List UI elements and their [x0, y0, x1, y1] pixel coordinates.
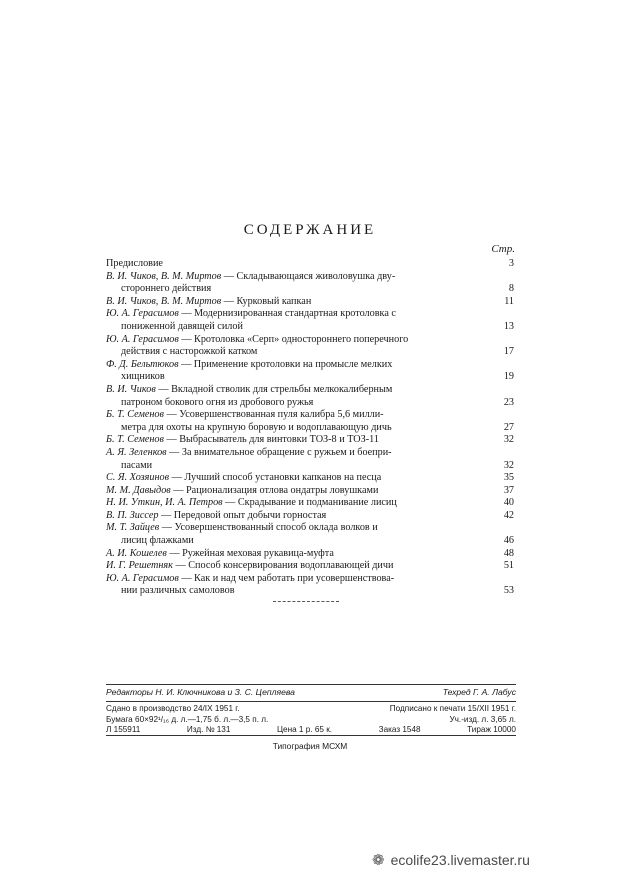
toc-entry — [106, 548, 514, 561]
toc-entry-title: Предисловие — [106, 258, 163, 269]
watermark-text: ecolife23.livemaster.ru — [390, 852, 530, 868]
toc-entry-author: Ю. А. Герасимов — [106, 572, 179, 584]
toc-entry — [106, 258, 514, 271]
toc-entry-author: В. И. Чиков, В. М. Миртов — [106, 295, 222, 307]
order-number: Заказ 1548 — [378, 725, 421, 734]
toc-entry-line — [106, 472, 492, 485]
toc-entry-title: — Усовершенствованный способ оклада волков и — [159, 522, 378, 534]
toc-entry — [106, 359, 514, 384]
toc-entry-line — [106, 447, 492, 460]
toc-entry-line — [106, 522, 492, 535]
toc-entry — [106, 271, 514, 296]
toc-entry-page: 13 — [503, 320, 514, 332]
toc-entry — [106, 485, 514, 498]
toc-entry-author: И. Г. Решетняк — [106, 560, 173, 572]
toc-entry-page: 17 — [503, 346, 514, 358]
toc-entry-page: 27 — [503, 421, 514, 433]
toc-entry-author: В. П. Зиссер — [106, 509, 159, 521]
toc-entry-page: 3 — [508, 258, 514, 269]
toc-entry-title: — За внимательное обращение с ружьем и боепри- — [166, 446, 392, 458]
toc-entry-line — [106, 384, 492, 397]
toc-entry — [106, 296, 514, 309]
paper-format: Бумага 60×92¹/₁₆ д. л.—1,75 б. л.—3,5 п. л. — [106, 714, 269, 724]
toc-entry-title: — Кротоловка «Серп» одностороннего поперечного — [178, 333, 409, 345]
toc-entry — [106, 334, 514, 359]
imprint-top-rule — [106, 684, 516, 685]
signed-date: Подписано к печати 15/XII 1951 г. — [389, 704, 516, 713]
toc-entry — [106, 560, 514, 573]
toc-entry-line — [106, 296, 492, 309]
toc-entry-title: — Рационализация отлова ондатры ловушками — [170, 484, 379, 496]
toc-entry-title: — Складывающаяся живоловушка дву- — [221, 270, 396, 282]
toc-entry-title: — Усовершенствованная пуля калибра 5,6 милли- — [163, 409, 384, 421]
editors-text: Редакторы Н. И. Ключникова и З. С. Цепляева — [106, 687, 295, 697]
toc-entry-line — [106, 334, 492, 347]
toc-entry-line — [106, 258, 492, 271]
toc-entry-continuation: пасами — [121, 459, 153, 471]
publishing-sheets: Уч.-изд. л. 3,65 л. — [449, 714, 516, 724]
section-divider — [273, 601, 339, 602]
toc-entry-line — [106, 308, 492, 321]
toc-entry-line — [106, 548, 492, 561]
toc-entry-line — [106, 497, 492, 510]
toc-entry-continuation: патроном бокового огня из дробового ружья — [121, 396, 314, 408]
imprint-print-details — [106, 704, 516, 736]
toc-entry-title: — Вкладной стволик для стрельбы мелкокалиберным — [155, 383, 393, 395]
toc-entry-title: — Способ консервирования водоплавающей дичи — [172, 560, 394, 572]
print-run: Тираж 10000 — [467, 725, 516, 734]
toc-entry-page: 19 — [503, 371, 514, 383]
toc-entry-author: Н. И. Уткин, И. А. Петров — [106, 497, 223, 509]
toc-entry-page: 23 — [503, 396, 514, 408]
toc-entry-line — [106, 560, 492, 573]
toc-entry-page: 32 — [503, 459, 514, 471]
toc-entry-title: — Ружейная меховая рукавица-муфта — [166, 547, 334, 559]
toc-entry-title: — Скрадывание и подманивание лисиц — [222, 497, 397, 509]
flower-icon: ❁ — [372, 852, 385, 869]
toc-entry-author: М. М. Давыдов — [106, 484, 171, 496]
edition-number: Изд. № 131 — [186, 725, 231, 734]
toc-entry-author: Ю. А. Герасимов — [106, 333, 179, 345]
toc-entry-title: — Модернизированная стандартная кротоловка с — [178, 308, 396, 320]
toc-entry — [106, 384, 514, 409]
price: Цена 1 р. 65 к. — [276, 725, 333, 734]
toc-entry-page: 48 — [503, 547, 514, 559]
imprint-mid-rule — [106, 701, 516, 702]
table-of-contents — [106, 258, 514, 598]
toc-entry — [106, 573, 514, 598]
page-column-header: Стр. — [491, 243, 515, 255]
toc-entry — [106, 522, 514, 547]
toc-entry-line — [106, 359, 492, 372]
toc-entry — [106, 510, 514, 523]
toc-entry-line — [106, 573, 492, 586]
toc-entry — [106, 308, 514, 333]
toc-entry-page: 35 — [503, 472, 514, 484]
toc-entry-page: 53 — [503, 585, 514, 597]
toc-entry-title: — Как и над чем работать при усовершенствова- — [178, 572, 395, 584]
toc-entry-line — [106, 409, 492, 422]
imprint-bottom-rule — [106, 735, 516, 736]
toc-entry-line — [106, 485, 492, 498]
toc-entry-page: 32 — [503, 434, 514, 446]
toc-entry-page: 37 — [503, 484, 514, 496]
toc-entry-continuation: нии различных самоловов — [121, 585, 235, 597]
watermark — [372, 851, 530, 869]
toc-entry-title: — Передовой опыт добычи горностая — [158, 509, 327, 521]
toc-entry-continuation: пониженной давящей силой — [121, 320, 243, 332]
toc-entry-line — [106, 271, 492, 284]
toc-entry-author: Б. Т. Семенов — [106, 409, 164, 421]
toc-entry-continuation: действия с насторожкой катком — [121, 346, 258, 358]
toc-entry — [106, 472, 514, 485]
toc-entry-title: — Лучший способ установки капканов на песца — [169, 472, 382, 484]
toc-entry-line — [106, 434, 492, 447]
toc-entry-page: 51 — [503, 560, 514, 572]
toc-entry-continuation: лисиц флажками — [121, 535, 194, 547]
toc-entry — [106, 434, 514, 447]
toc-entry-page: 40 — [503, 497, 514, 509]
toc-entry-line — [106, 510, 492, 523]
toc-entry-title: — Применение кротоловки на промысле мелких — [178, 358, 393, 370]
toc-entry-author: Ю. А. Герасимов — [106, 308, 179, 320]
toc-entry-author: М. Т. Зайцев — [106, 522, 160, 534]
toc-entry-author: А. Я. Зеленков — [106, 446, 167, 458]
toc-entry-page: 42 — [503, 509, 514, 521]
toc-entry-author: А. И. Кошелев — [106, 547, 167, 559]
toc-entry-title: — Выбрасыватель для винтовки ТОЗ-8 и ТОЗ-11 — [163, 434, 379, 446]
toc-entry-continuation: метра для охоты на крупную боровую и водоплавающую дичь — [121, 421, 392, 433]
imprint-editors-row — [106, 687, 516, 698]
techred-text: Техред Г. А. Лабус — [442, 687, 516, 697]
toc-entry-author: В. И. Чиков — [106, 383, 156, 395]
toc-entry-page: 11 — [504, 295, 514, 307]
submitted-date: Сдано в производство 24/IX 1951 г. — [106, 704, 240, 713]
toc-entry-author: В. И. Чиков, В. М. Миртов — [106, 270, 222, 282]
page-title: СОДЕРЖАНИЕ — [243, 222, 377, 238]
toc-entry-title: — Курковый капкан — [221, 295, 312, 307]
toc-entry-continuation: стороннего действия — [121, 283, 212, 295]
toc-entry-author: Б. Т. Семенов — [106, 434, 164, 446]
toc-entry — [106, 447, 514, 472]
toc-entry-continuation: хищников — [121, 371, 165, 383]
toc-entry-author: С. Я. Хозяинов — [106, 472, 170, 484]
toc-entry — [106, 497, 514, 510]
toc-entry-author: Ф. Д. Бельтюков — [106, 358, 179, 370]
toc-entry-page: 8 — [508, 283, 514, 295]
license-number: Л 155911 — [106, 725, 141, 734]
typography-name: Типография МСХМ — [272, 741, 348, 751]
toc-entry — [106, 409, 514, 434]
toc-entry-page: 46 — [503, 535, 514, 547]
